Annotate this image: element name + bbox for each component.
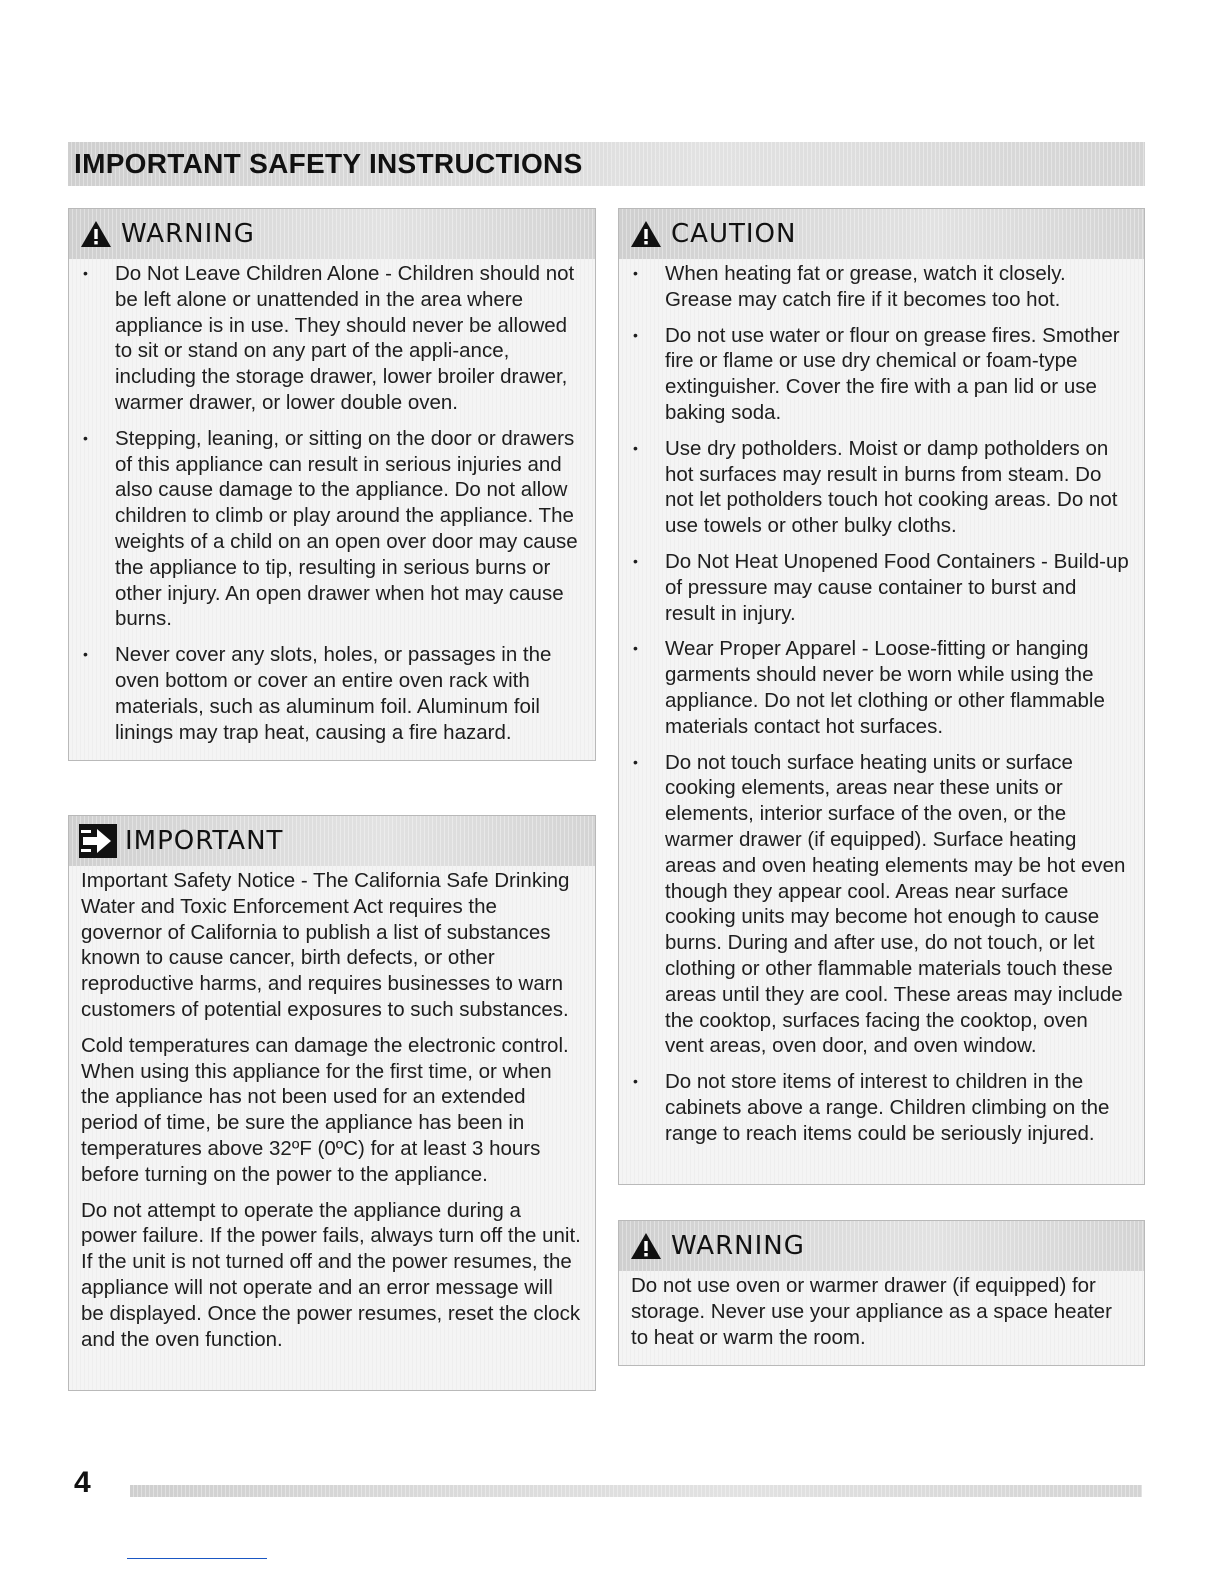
warning-2-title: WARNING xyxy=(671,1231,805,1261)
list-item: • Do Not Leave Children Alone - Children should not be left alone or unattended in the area where appliance is in use. They should never be allowed to sit or stand on any part of the appli-ance, including the storage drawer, lower broiler drawer, warmer drawer, or lower double oven. xyxy=(79,261,581,416)
important-body xyxy=(69,868,595,1362)
warning-list xyxy=(79,261,581,745)
list-item: • Never cover any slots, holes, or passages in the oven bottom or cover an entire oven rack with materials, such as aluminum foil. Aluminum foil linings may trap heat, causing a fire hazard. xyxy=(79,642,581,745)
warning-box-header xyxy=(69,209,595,259)
warning-triangle-icon xyxy=(629,1231,663,1261)
warning-triangle-icon xyxy=(629,219,663,249)
warning-2-text: Do not use oven or warmer drawer (if equipped) for storage. Never use your appliance as a space heater to heat or warm the room. xyxy=(631,1274,1112,1349)
important-title: IMPORTANT xyxy=(125,826,284,856)
footer-underline xyxy=(127,1558,267,1559)
list-item: • Stepping, leaning, or sitting on the door or drawers of this appliance can result in serious injuries and also cause damage to the appliance. Do not allow children to climb or play around the appliance. The weights of a child on an open over door may cause the appliance to tip, resulting in serious burns or other injury. An open drawer when hot may cause burns. xyxy=(79,426,581,632)
important-paragraph: Important Safety Notice - The California Safe Drinking Water and Toxic Enforcement Act requires the governor of California to publish a list of substances known to cause cancer, birth defects, or other reproductive harms, and requires businesses to warn customers of potential exposures to such substances. xyxy=(81,869,570,1021)
caution-box-header xyxy=(619,209,1144,259)
page-number: 4 xyxy=(74,1466,91,1499)
list-item: • When heating fat or grease, watch it closely. Grease may catch fire if it becomes too hot. xyxy=(629,261,1130,313)
title-banner xyxy=(68,142,1145,186)
footer-divider xyxy=(130,1485,1142,1497)
warning-2-body xyxy=(619,1273,1144,1360)
arrow-right-icon xyxy=(79,824,117,858)
warning-title: WARNING xyxy=(121,219,255,249)
caution-body xyxy=(619,261,1144,1157)
warning-triangle-icon xyxy=(79,219,113,249)
page-title: IMPORTANT SAFETY INSTRUCTIONS xyxy=(74,148,583,179)
caution-list xyxy=(629,261,1130,1147)
important-box-header xyxy=(69,816,595,866)
warning-body xyxy=(69,261,595,755)
warning-box-2 xyxy=(618,1220,1145,1366)
list-item: • Wear Proper Apparel - Loose-fitting or hanging garments should never be worn while using the appliance. Do not let clothing or other flammable materials contact hot surfaces. xyxy=(629,636,1130,739)
caution-box xyxy=(618,208,1145,1185)
list-item: • Use dry potholders. Moist or damp potholders on hot surfaces may result in burns from steam. Do not let potholders touch hot cooking areas. Do not use towels or other bulky cloths. xyxy=(629,436,1130,539)
list-item: • Do not use water or flour on grease fires. Smother fire or flame or use dry chemical or foam-type extinguisher. Cover the fire with a pan lid or use baking soda. xyxy=(629,323,1130,426)
warning-box-2-header xyxy=(619,1221,1144,1271)
list-item: • Do not store items of interest to children in the cabinets above a range. Children climbing on the range to reach items could be seriously injured. xyxy=(629,1069,1130,1146)
list-item: • Do not touch surface heating units or surface cooking elements, areas near these units or elements, interior surface of the oven, or the warmer drawer (if equipped). Surface heating areas and oven heating elements may be hot even though they appear cool. Areas near surface cooking units may become hot enough to cause burns. During and after use, do not touch, or let clothing or other flammable materials touch these areas until they are cool. These areas may include the cooktop, surfaces facing the cooktop, oven vent areas, oven door, and oven window. xyxy=(629,750,1130,1060)
important-paragraph: Do not attempt to operate the appliance during a power failure. If the power fails, always turn off the unit. If the unit is not turned off and the power resumes, the appliance will not operate and an error message will be displayed. Once the power resumes, reset the clock and the oven function. xyxy=(81,1198,581,1351)
important-paragraph: Cold temperatures can damage the electronic control. When using this appliance for the first time, or when the appliance has not been used for an extended period of time, be sure the appliance has been in temperatures above 32ºF (0ºC) for at least 3 hours before turning on the power to the appliance. xyxy=(81,1033,569,1186)
caution-title: CAUTION xyxy=(671,219,797,249)
list-item: • Do Not Heat Unopened Food Containers - Build-up of pressure may cause container to burst and result in injury. xyxy=(629,549,1130,626)
warning-box xyxy=(68,208,596,761)
important-box xyxy=(68,815,596,1391)
